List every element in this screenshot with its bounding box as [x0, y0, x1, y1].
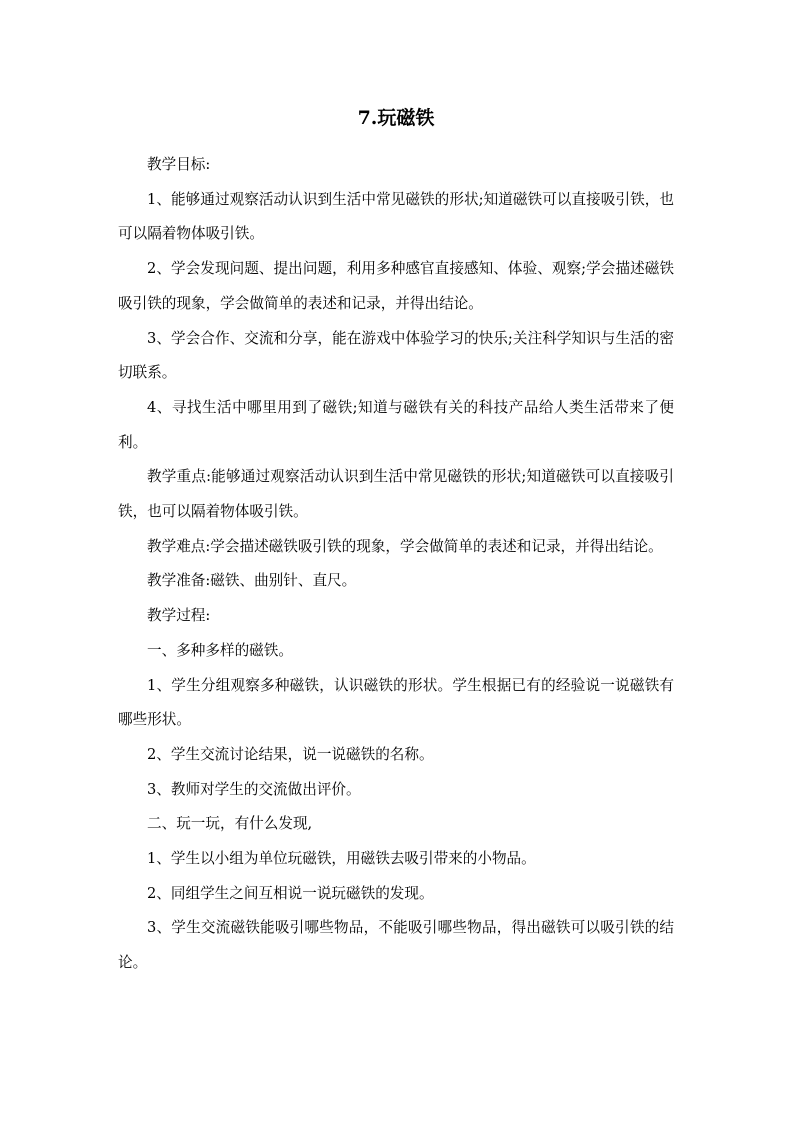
paragraph-section-2-step-2: 2、同组学生之间互相说一说玩磁铁的发现。 [147, 884, 434, 902]
paragraph-objective-3: 3、学会合作、交流和分享，能在游戏中体验学习的快乐;关注科学知识与生活的密切联系。 [118, 329, 674, 382]
paragraph-preparation: 教学准备:磁铁、曲别针、直尺。 [147, 572, 357, 590]
paragraph-section-1-step-1: 1、学生分组观察多种磁铁，认识磁铁的形状。学生根据已有的经验说一说磁铁有哪些形状。 [118, 676, 674, 729]
paragraph-section-1-step-3: 3、教师对学生的交流做出评价。 [147, 780, 361, 798]
paragraph-objective-2: 2、学会发现问题、提出问题，利用多种感官直接感知、体验、观察;学会描述磁铁吸引铁的现象，学会做简单的表述和记录，并得出结论。 [118, 260, 674, 312]
paragraph-section-2-step-1: 1、学生以小组为单位玩磁铁，用磁铁去吸引带来的小物品。 [147, 850, 536, 868]
paragraph-objectives-heading: 教学目标: [147, 156, 211, 173]
paragraph-section-1-heading: 一、多种多样的磁铁。 [147, 641, 293, 659]
paragraph-key-point: 教学重点:能够通过观察活动认识到生活中常见磁铁的形状;知道磁铁可以直接吸引铁，也可以隔着物体吸引铁。 [118, 468, 674, 521]
paragraph-difficulty: 教学难点:学会描述磁铁吸引铁的现象，学会做简单的表述和记录，并得出结论。 [147, 537, 663, 555]
paragraph-objective-1: 1、能够通过观察活动认识到生活中常见磁铁的形状;知道磁铁可以直接吸引铁，也可以隔着物体吸引铁。 [118, 190, 674, 243]
paragraph-section-2-step-3: 3、学生交流磁铁能吸引哪些物品，不能吸引哪些物品，得出磁铁可以吸引铁的结论。 [118, 919, 674, 972]
paragraph-objective-4: 4、寻找生活中哪里用到了磁铁;知道与磁铁有关的科技产品给人类生活带来了便利。 [118, 398, 674, 451]
document-title: 7.玩磁铁 [357, 107, 435, 129]
paragraph-section-2-heading: 二、玩一玩，有什么发现, [147, 815, 313, 833]
paragraph-process-heading: 教学过程: [147, 607, 211, 625]
document-body [118, 148, 674, 981]
paragraph-section-1-step-2: 2、学生交流讨论结果，说一说磁铁的名称。 [147, 745, 434, 763]
